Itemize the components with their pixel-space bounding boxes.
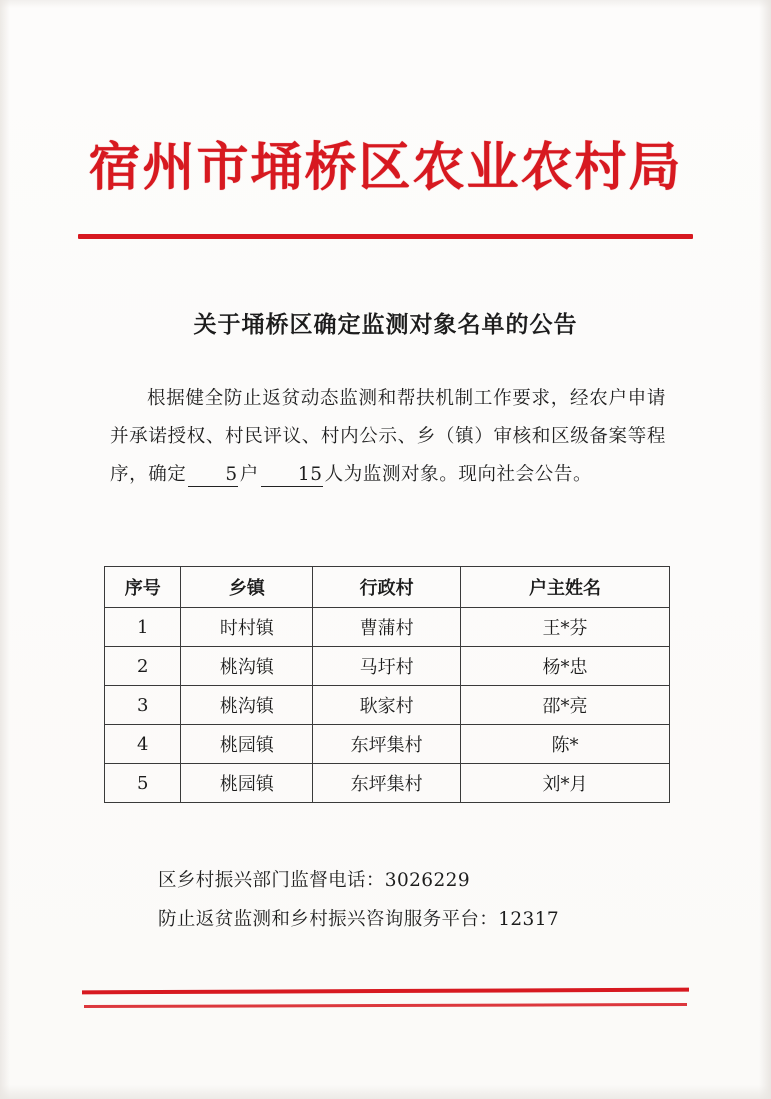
cell-village: 马圩村 xyxy=(313,647,461,686)
cell-householder: 王*芬 xyxy=(460,608,669,647)
cell-index: 1 xyxy=(105,608,181,647)
cell-householder: 刘*月 xyxy=(460,764,669,803)
people-count-field: 15 xyxy=(261,464,323,487)
paper-edge-bottom xyxy=(0,1085,771,1099)
monitoring-objects-table xyxy=(104,566,670,803)
table-header-row xyxy=(105,567,670,608)
cell-town: 桃沟镇 xyxy=(181,647,313,686)
cell-index: 4 xyxy=(105,725,181,764)
column-header-index: 序号 xyxy=(105,567,181,608)
cell-index: 5 xyxy=(105,764,181,803)
cell-town: 桃园镇 xyxy=(181,725,313,764)
cell-householder: 杨*忠 xyxy=(460,647,669,686)
table-row xyxy=(105,647,670,686)
contact-info xyxy=(158,862,559,940)
column-header-householder: 户主姓名 xyxy=(460,567,669,608)
service-platform-line: 防止返贫监测和乡村振兴咨询服务平台：12317 xyxy=(158,908,560,930)
paper-edge-top xyxy=(0,0,771,8)
column-header-village: 行政村 xyxy=(313,567,461,608)
masthead-title: 宿州市埇桥区农业农村局 xyxy=(88,137,683,198)
table-row xyxy=(105,725,670,764)
cell-town: 时村镇 xyxy=(181,608,313,647)
cell-index: 2 xyxy=(105,647,181,686)
masthead xyxy=(0,138,771,198)
supervision-phone-line: 区乡村振兴部门监督电话：3026229 xyxy=(158,870,470,891)
footer-red-rule-bottom xyxy=(84,1003,687,1008)
cell-town: 桃沟镇 xyxy=(181,686,313,725)
cell-village: 东坪集村 xyxy=(313,725,461,764)
masthead-red-rule xyxy=(78,234,693,239)
cell-householder: 陈* xyxy=(460,725,669,764)
table-row xyxy=(105,686,670,725)
cell-householder: 邵*亮 xyxy=(460,686,669,725)
table-row xyxy=(105,764,670,803)
cell-village: 曹蒲村 xyxy=(313,608,461,647)
cell-village: 东坪集村 xyxy=(313,764,461,803)
table-row xyxy=(105,608,670,647)
cell-index: 3 xyxy=(105,686,181,725)
body-text-part1: 根据健全防止返贫动态监测和帮扶机制工作要求，经农户申请并承诺授权、村民评议、村内公示、乡（镇）审核和区级备案等程序，确定 xyxy=(110,388,666,485)
column-header-town: 乡镇 xyxy=(181,567,313,608)
cell-town: 桃园镇 xyxy=(181,764,313,803)
households-count-field: 5 xyxy=(188,464,237,487)
page-title: 关于埇桥区确定监测对象名单的公告 xyxy=(193,311,578,338)
body-paragraph xyxy=(110,380,666,494)
body-text-part2: 人为监测对象。现向社会公告。 xyxy=(324,463,593,485)
unit-household-label: 户 xyxy=(239,463,259,485)
cell-village: 耿家村 xyxy=(313,686,461,725)
footer-red-rule-top xyxy=(82,988,689,995)
